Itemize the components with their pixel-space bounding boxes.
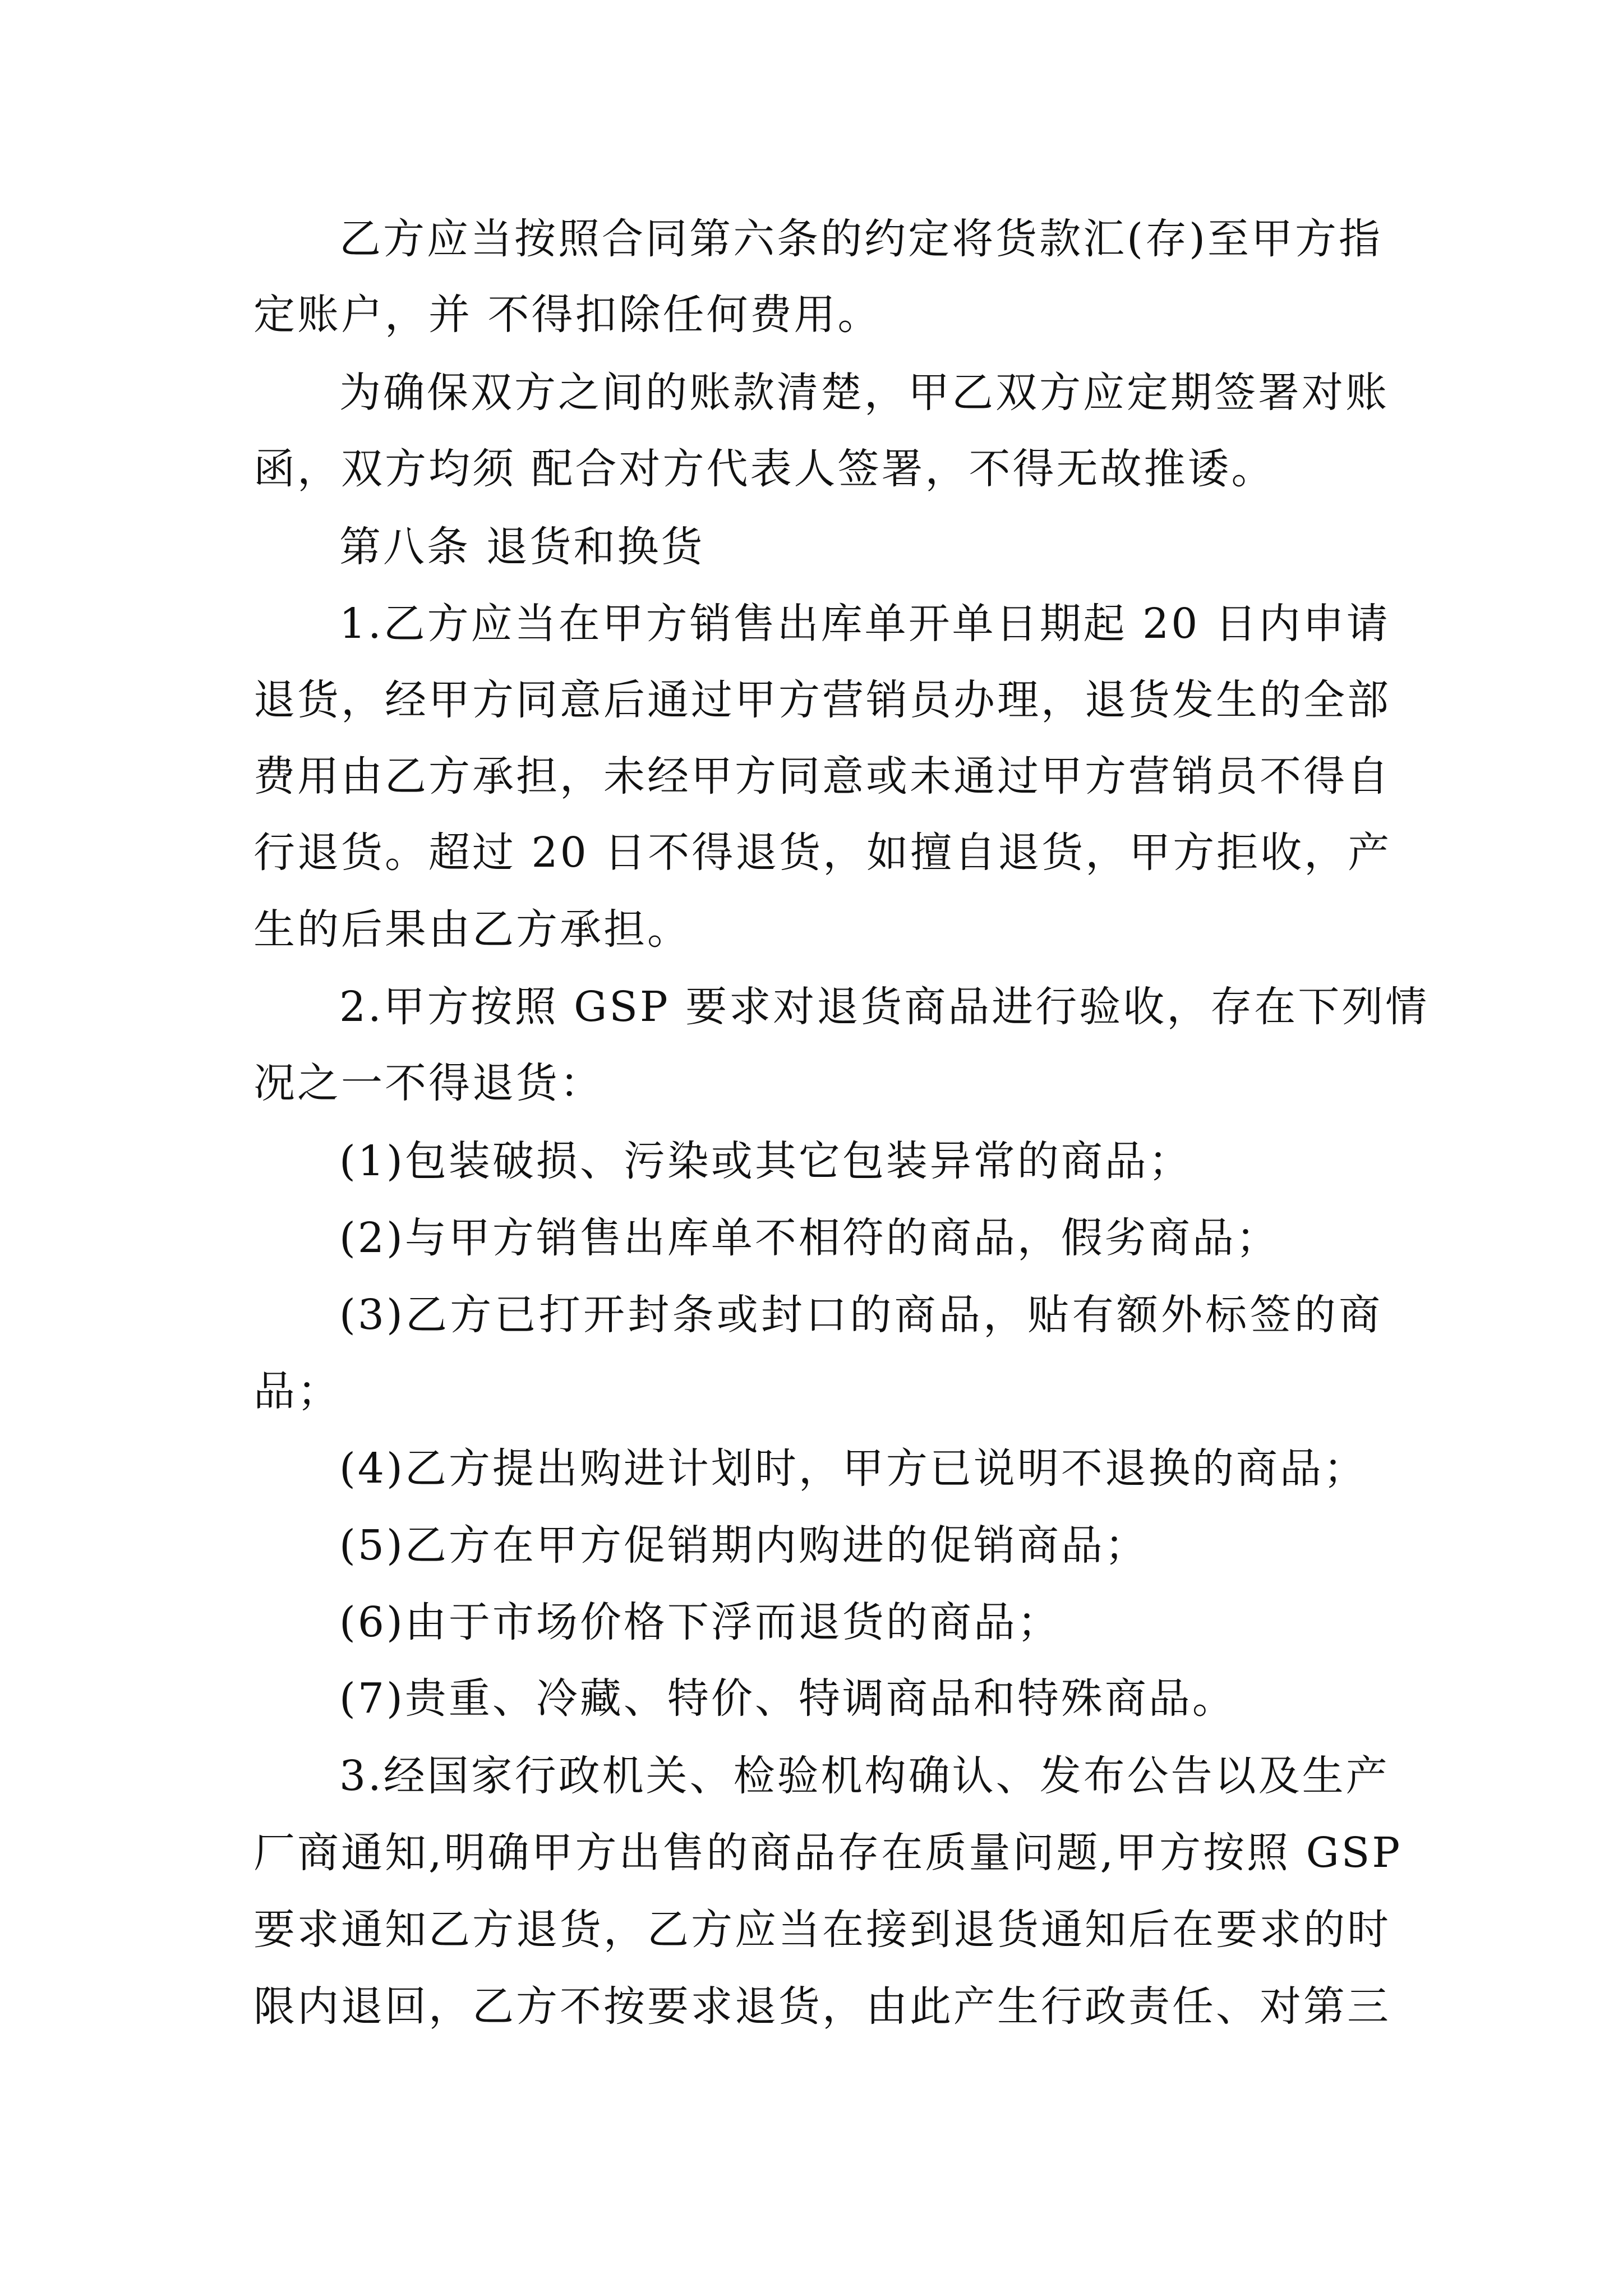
text-line: 限内退回，乙方不按要求退货，由此产生行政责任、对第三 [253,1982,1391,2031]
list-item: (7)贵重、冷藏、特价、特调商品和特殊商品。 [339,1674,1236,1723]
list-item: (5)乙方在甲方促销期内购进的促销商品； [339,1521,1149,1570]
list-item: (4)乙方提出购进计划时，甲方已说明不退换的商品； [339,1444,1367,1493]
section-heading: 第八条 退货和换货 [339,523,705,571]
list-item: (3)乙方已打开封条或封口的商品，贴有额外标签的商 [339,1291,1382,1339]
text-line: 厂商通知,明确甲方出售的商品存在质量问题,甲方按照 GSP [253,1829,1403,1877]
list-item: (6)由于市场价格下浮而退货的商品； [339,1598,1061,1646]
text-line: 况之一不得退货： [253,1059,603,1107]
list-item: (1)包装破损、污染或其它包装异常的商品； [339,1137,1192,1185]
text-line: 退货，经甲方同意后通过甲方营销员办理，退货发生的全部 [253,676,1391,724]
text-line: 2.甲方按照 GSP 要求对退货商品进行验收，存在下列情 [339,983,1430,1031]
text-line: 生的后果由乙方承担。 [253,905,691,954]
text-line: 乙方应当按照合同第六条的约定将货款汇(存)至甲方指 [339,215,1382,263]
text-line: 行退货。超过 20 日不得退货，如擅自退货，甲方拒收，产 [253,829,1392,877]
text-line: 3.经国家行政机关、检验机构确认、发布公告以及生产 [339,1752,1390,1800]
text-line: 为确保双方之间的账款清楚，甲乙双方应定期签署对账 [339,369,1389,417]
text-line: 1.乙方应当在甲方销售出库单开单日期起 20 日内申请 [339,600,1390,648]
list-item: (2)与甲方销售出库单不相符的商品，假劣商品； [339,1214,1280,1262]
text-line: 函，双方均须 配合对方代表人签署，不得无故推诿。 [253,445,1275,493]
text-line: 品； [253,1367,341,1415]
text-line: 费用由乙方承担，未经甲方同意或未通过甲方营销员不得自 [253,752,1391,800]
text-line: 要求通知乙方退货，乙方应当在接到退货通知后在要求的时 [253,1906,1391,1954]
text-line: 定账户，并 不得扣除任何费用。 [253,291,882,339]
